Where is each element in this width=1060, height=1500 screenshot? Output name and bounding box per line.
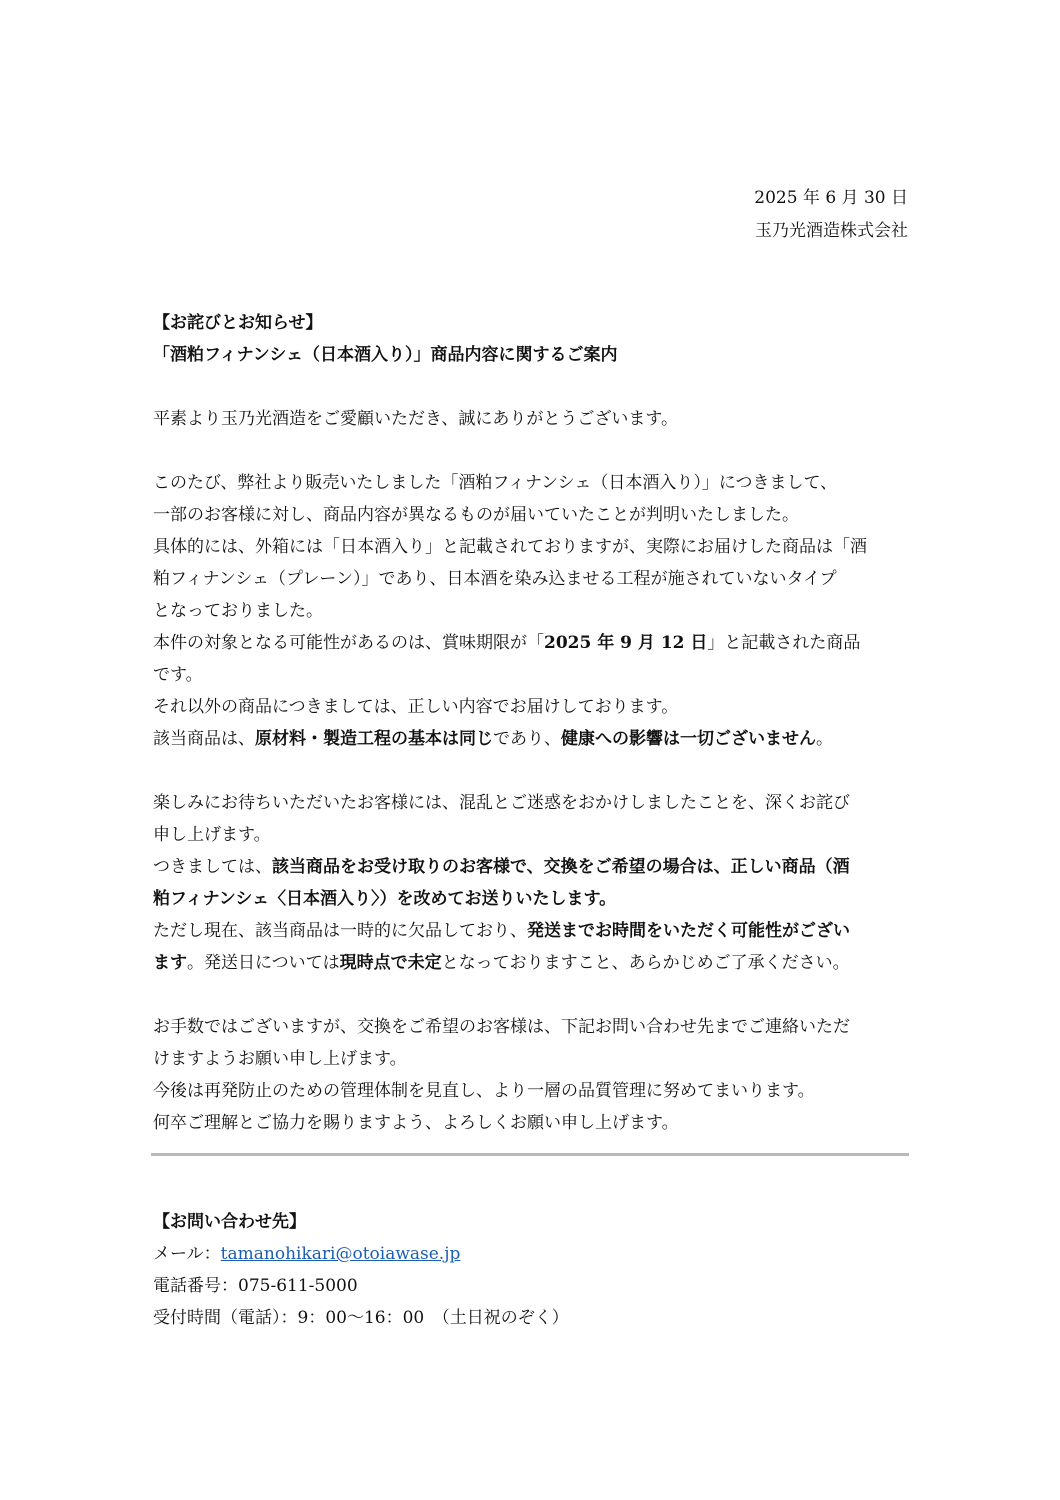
para1-line: 一部のお客様に対し、商品内容が異なるものが届いていたことが判明いたしました。	[153, 505, 799, 525]
notice-title: 【お詫びとお知らせ】	[153, 313, 323, 333]
email-link[interactable]: tamanohikari@otoiawase.jp	[220, 1244, 461, 1264]
emphasis: 現時点で未定	[339, 953, 442, 973]
contact-hours: 受付時間（電話）：9：00～16：00 （土日祝のぞく）	[153, 1308, 569, 1328]
notice-subtitle: 「酒粕フィナンシェ（日本酒入り）」商品内容に関するご案内	[153, 345, 618, 365]
text-span: となっておりますこと、あらかじめご了承ください。	[441, 953, 850, 973]
para1-line: それ以外の商品につきましては、正しい内容でお届けしております。	[153, 697, 679, 717]
para2-line	[153, 915, 913, 947]
company-name: 玉乃光酒造株式会社	[755, 221, 908, 241]
para2-line: 粕フィナンシェ〈日本酒入り〉）を改めてお送りいたします。	[153, 889, 617, 909]
greeting: 平素より玉乃光酒造をご愛顧いただき、誠にありがとうございます。	[153, 409, 678, 429]
para1-line: となっておりました。	[153, 601, 323, 621]
para3-line: お手数ではございますが、交換をご希望のお客様は、下記お問い合わせ先までご連絡いただ	[153, 1017, 850, 1037]
para1-line: です。	[153, 665, 203, 685]
para3-line: 何卒ご理解とご協力を賜りますよう、よろしくお願い申し上げます。	[153, 1113, 679, 1133]
text-span: であり、	[493, 729, 561, 749]
emphasis: 健康への影響は一切ございません	[561, 729, 816, 749]
para1-line	[153, 627, 913, 659]
contact-phone: 電話番号：075-611-5000	[153, 1276, 358, 1296]
para1-line	[153, 723, 913, 755]
main-content	[153, 307, 913, 1139]
contact-block	[153, 1206, 569, 1334]
para2-line	[153, 851, 913, 883]
para2-line	[153, 947, 913, 979]
para2-line: 楽しみにお待ちいただいたお客様には、混乱とご迷惑をおかけしましたことを、深くお詫び	[153, 793, 850, 813]
text-span: 。	[816, 729, 833, 749]
para1-line: このたび、弊社より販売いたしました「酒粕フィナンシェ（日本酒入り）」につきまして、	[153, 473, 838, 493]
emphasis: 発送までお時間をいただく可能性がござい	[527, 921, 850, 941]
header-block	[754, 182, 908, 248]
text-span: ただし現在、該当商品は一時的に欠品しており、	[153, 921, 527, 941]
contact-heading: 【お問い合わせ先】	[153, 1212, 306, 1232]
para1-line: 粕フィナンシェ（プレーン）」であり、日本酒を染み込ませる工程が施されていないタイプ	[153, 569, 837, 589]
para1-line: 具体的には、外箱には「日本酒入り」と記載されておりますが、実際にお届けした商品は「酒	[153, 537, 867, 557]
para3-line: 今後は再発防止のための管理体制を見直し、より一層の品質管理に努めてまいります。	[153, 1081, 815, 1101]
emphasis: 該当商品をお受け取りのお客様で、交換をご希望の場合は、正しい商品（酒	[272, 857, 850, 877]
text-span: 本件の対象となる可能性があるのは、賞味期限が「	[153, 633, 544, 653]
text-span: 。発送日については	[187, 953, 340, 973]
para3-line: けますようお願い申し上げます。	[153, 1049, 407, 1069]
text-span: つきましては、	[153, 857, 272, 877]
emphasis: ます	[153, 953, 187, 973]
email-label: メール：	[153, 1244, 221, 1264]
emphasis: 原材料・製造工程の基本は同じ	[255, 729, 493, 749]
text-span: 」と記載された商品	[707, 633, 861, 653]
expiry-date: 2025 年 9 月 12 日	[544, 633, 708, 653]
para2-line: 申し上げます。	[153, 825, 271, 845]
issue-date: 2025 年 6 月 30 日	[754, 188, 908, 208]
section-divider	[151, 1153, 909, 1156]
text-span: 該当商品は、	[153, 729, 255, 749]
contact-email-line	[153, 1238, 569, 1270]
